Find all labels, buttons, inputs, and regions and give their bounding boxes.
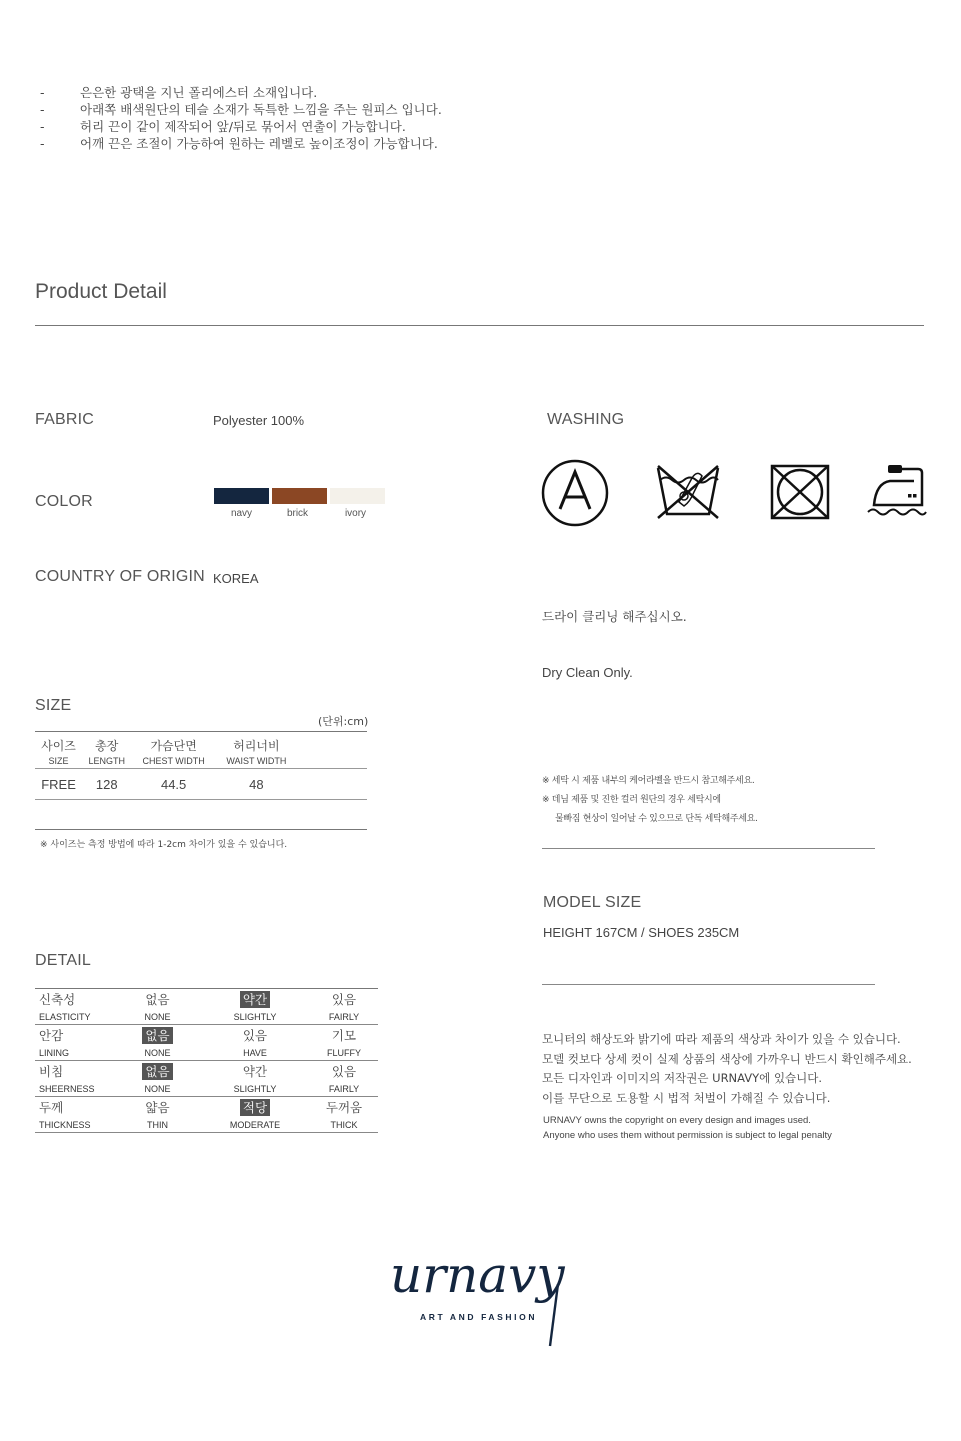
size-header-row xyxy=(35,732,367,755)
detail-row-en xyxy=(35,1047,378,1061)
detail-attr: 비침 xyxy=(39,1064,64,1079)
size-note: ※ 사이즈는 측정 방법에 따라 1-2cm 차이가 있을 수 있습니다. xyxy=(40,840,288,850)
divider xyxy=(542,848,875,849)
detail-option-selected: 적당 xyxy=(200,1097,310,1120)
section-title: Product Detail xyxy=(35,280,167,303)
size-header-en: CHEST WIDTH xyxy=(142,756,205,766)
size-header: 가슴단면 xyxy=(150,738,197,753)
copyright-line: 이를 무단으로 도용할 시 법적 처벌이 가해질 수 있습니다. xyxy=(542,1090,831,1105)
detail-attr: 안감 xyxy=(39,1028,64,1043)
size-header-row xyxy=(35,754,367,769)
detail-table xyxy=(35,988,378,1133)
detail-option-selected: 없음 xyxy=(115,1025,200,1048)
detail-option-en: SLIGHTLY xyxy=(200,1011,310,1025)
divider xyxy=(35,325,924,326)
washing-note: 물빠짐 현상이 일어날 수 있으므로 단독 세탁해주세요. xyxy=(555,814,758,824)
detail-option-en: THIN xyxy=(115,1119,200,1133)
size-header-spacer xyxy=(297,732,367,755)
brand-logo xyxy=(390,1240,580,1350)
detail-option-en: MODERATE xyxy=(200,1119,310,1133)
washing-label: WASHING xyxy=(547,411,625,428)
origin-label: COUNTRY OF ORIGIN xyxy=(35,568,205,585)
size-header-spacer xyxy=(297,754,367,769)
size-label: SIZE xyxy=(35,697,72,714)
size-cell: 44.5 xyxy=(160,776,187,792)
size-cell: 128 xyxy=(95,776,118,792)
logo-wordmark-text: urnavy xyxy=(390,1246,565,1304)
swatch-label: brick xyxy=(286,508,309,519)
divider xyxy=(542,984,875,985)
intro-list xyxy=(40,84,442,152)
intro-item: - 아래쪽 배색원단의 테슬 소재가 독특한 느낌을 주는 원피스 입니다. xyxy=(40,102,442,117)
detail-row xyxy=(35,1025,378,1048)
origin-value: KOREA xyxy=(213,571,259,586)
detail-row xyxy=(35,989,378,1012)
iron-low-heat-icon xyxy=(866,461,928,519)
size-cell: FREE xyxy=(41,776,76,792)
swatch-navy xyxy=(214,488,269,504)
logo-tagline: ART AND FASHION xyxy=(420,1312,538,1322)
intro-item: - 어깨 끈은 조절이 가능하여 원하는 레벨로 높이조정이 가능합니다. xyxy=(40,136,438,151)
table-row xyxy=(35,769,367,800)
copyright-line: 모니터의 해상도와 밝기에 따라 제품의 색상과 차이가 있을 수 있습니다. xyxy=(542,1032,901,1046)
detail-row-en xyxy=(35,1083,378,1097)
detail-attr-en: THICKNESS xyxy=(35,1119,115,1133)
detail-attr: 신축성 xyxy=(39,992,76,1007)
swatch-label: navy xyxy=(230,508,253,519)
detail-option: 기모 xyxy=(331,1028,357,1043)
model-value: HEIGHT 167CM / SHOES 235CM xyxy=(543,925,740,940)
swatch-label: ivory xyxy=(344,508,367,519)
detail-attr-en: SHEERNESS xyxy=(35,1083,115,1097)
intro-item: - 은은한 광택을 지닌 폴리에스터 소재입니다. xyxy=(40,85,318,100)
size-header: 총장 xyxy=(95,738,119,753)
copyright-line: Anyone who uses them without permission is subject to legal penalty xyxy=(543,1130,832,1141)
detail-option-selected: 약간 xyxy=(200,989,310,1012)
dry-clean-icon xyxy=(541,459,609,527)
fabric-label: FABRIC xyxy=(35,411,94,428)
detail-option-en: FAIRLY xyxy=(310,1011,378,1025)
size-header-en: WAIST WIDTH xyxy=(226,756,287,766)
size-header-en: LENGTH xyxy=(88,756,125,766)
detail-option: 있음 xyxy=(242,1028,268,1043)
size-table xyxy=(35,731,367,800)
detail-row xyxy=(35,1097,378,1120)
detail-label: DETAIL xyxy=(35,952,92,969)
size-header: 사이즈 xyxy=(41,738,76,753)
detail-row-en xyxy=(35,1119,378,1133)
copyright-ko xyxy=(542,1030,912,1108)
detail-option: 두꺼움 xyxy=(325,1100,363,1115)
detail-option: 약간 xyxy=(242,1064,268,1079)
detail-attr: 두께 xyxy=(39,1100,64,1115)
detail-option-en: NONE xyxy=(115,1011,200,1025)
detail-option-en: THICK xyxy=(310,1119,378,1133)
detail-option-en: SLIGHTLY xyxy=(200,1083,310,1097)
no-tumble-dry-icon xyxy=(768,463,832,521)
detail-attr-en: ELASTICITY xyxy=(35,1011,115,1025)
copyright-line: 모델 컷보다 상세 컷이 실제 상품의 색상에 가까우니 반드시 확인해주세요. xyxy=(542,1051,912,1066)
washing-instruction-en: Dry Clean Only. xyxy=(542,665,633,680)
size-cell: 48 xyxy=(249,776,264,792)
washing-note: ※ 세탁 시 제품 내부의 케어라벨을 반드시 참고해주세요. xyxy=(542,776,755,786)
detail-row xyxy=(35,1061,378,1084)
size-cell xyxy=(297,769,367,800)
detail-option-en: FLUFFY xyxy=(310,1047,378,1061)
model-label: MODEL SIZE xyxy=(543,894,642,911)
detail-option-en: HAVE xyxy=(200,1047,310,1061)
copyright-en xyxy=(543,1113,832,1143)
detail-option-en: NONE xyxy=(115,1047,200,1061)
color-label: COLOR xyxy=(35,493,93,510)
size-header-en: SIZE xyxy=(48,756,69,766)
detail-option-en: FAIRLY xyxy=(310,1083,378,1097)
detail-option: 얇음 xyxy=(145,1100,170,1115)
detail-option: 없음 xyxy=(145,992,170,1007)
detail-option: 있음 xyxy=(331,992,357,1007)
intro-item: - 허리 끈이 같이 제작되어 앞/뒤로 묶어서 연출이 가능합니다. xyxy=(40,119,406,134)
size-header: 허리너비 xyxy=(233,738,280,753)
size-unit: (단위:cm) xyxy=(318,715,369,728)
swatch-brick xyxy=(272,488,327,504)
divider xyxy=(35,829,367,830)
detail-option: 있음 xyxy=(331,1064,357,1079)
no-hand-wash-icon xyxy=(654,462,722,522)
detail-option-en: NONE xyxy=(115,1083,200,1097)
detail-attr-en: LINING xyxy=(35,1047,115,1061)
copyright-line: URNAVY owns the copyright on every design and images used. xyxy=(543,1115,811,1126)
fabric-value: Polyester 100% xyxy=(213,413,305,428)
detail-option-selected: 없음 xyxy=(115,1061,200,1084)
swatch-ivory xyxy=(330,488,385,504)
washing-note: ※ 데님 제품 및 진한 컬러 원단의 경우 세탁시에 xyxy=(542,795,721,805)
copyright-line: 모든 디자인과 이미지의 저작권은 URNAVY에 있습니다. xyxy=(542,1071,823,1085)
logo-wordmark xyxy=(390,1240,580,1350)
washing-instruction-ko: 드라이 클리닝 해주십시오. xyxy=(542,609,687,624)
detail-row-en xyxy=(35,1011,378,1025)
